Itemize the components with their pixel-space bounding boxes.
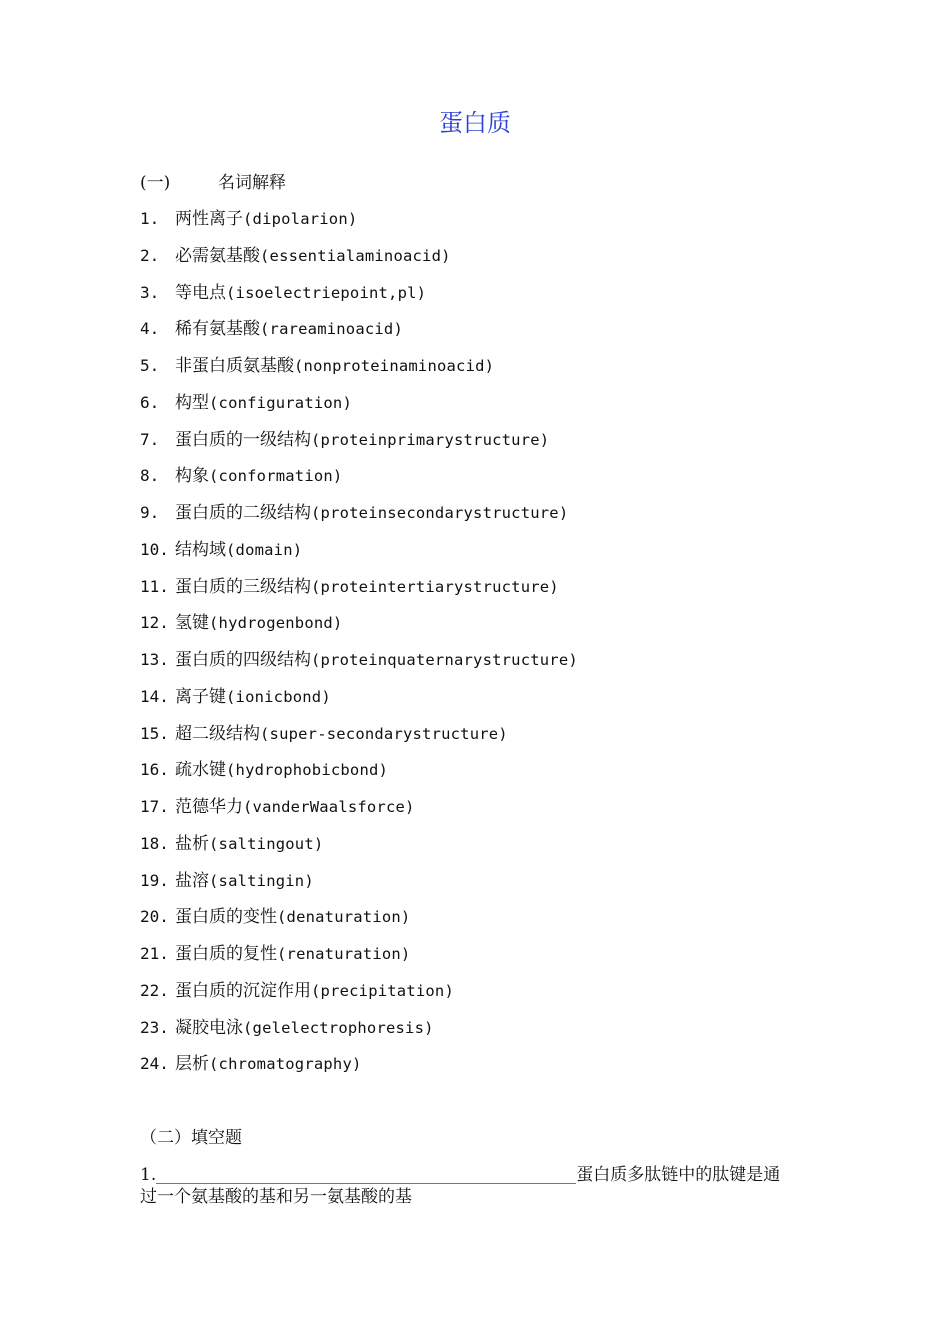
term-chinese: 离子键 (175, 686, 226, 707)
term-number: 17. (140, 797, 169, 816)
section-title: 名词解释 (218, 173, 286, 193)
term-chinese: 疏水键 (175, 760, 226, 781)
term-chinese: 蛋白质的复性 (175, 944, 277, 964)
term-english: (proteintertiarystructure) (311, 577, 559, 596)
term-number: 19. (140, 870, 169, 890)
term-english: (precipitation) (311, 981, 454, 1000)
term-english: (saltingin) (209, 871, 314, 890)
term-english: (domain) (226, 540, 303, 559)
term-item (140, 465, 578, 502)
term-chinese: 构象 (175, 466, 209, 487)
term-number: 16. (140, 760, 169, 780)
term-number: 13. (140, 650, 169, 669)
term-item (140, 723, 578, 760)
term-chinese: 非蛋白质氨基酸 (175, 356, 294, 376)
term-item (140, 208, 578, 245)
term-item (140, 870, 578, 907)
term-number: 22. (140, 980, 169, 1000)
term-number: 14. (140, 686, 169, 706)
term-chinese: 凝胶电泳 (175, 1017, 243, 1038)
question-text: 蛋白质多肽链中的肽键是通 (576, 1165, 781, 1185)
term-list (140, 208, 578, 1090)
term-english: (dipolarion) (243, 210, 358, 228)
term-chinese: 必需氨基酸 (175, 245, 260, 266)
term-english: (essentialaminoacid) (260, 246, 451, 265)
term-item (140, 686, 578, 723)
term-chinese: 构型 (175, 392, 209, 413)
term-number: 4. (140, 319, 160, 339)
term-english: (proteinsecondarystructure) (311, 504, 569, 522)
section-heading-fill-blank: （二）填空题 (140, 1128, 242, 1148)
term-item (140, 649, 578, 686)
term-english: (vanderWaalsforce) (243, 798, 415, 816)
section-heading-definitions (140, 172, 286, 194)
term-chinese: 氢键 (175, 613, 209, 634)
term-number: 6. (140, 392, 160, 412)
question-number: 1. (140, 1165, 157, 1185)
term-english: (proteinprimarystructure) (311, 430, 550, 449)
term-chinese: 蛋白质的一级结构 (175, 429, 311, 450)
term-english: (isoelectriepoint,pl) (226, 283, 427, 302)
term-number: 18. (140, 833, 169, 853)
term-chinese: 等电点 (175, 282, 226, 303)
answer-blank[interactable] (156, 1165, 576, 1184)
page-title: 蛋白质 (439, 109, 511, 137)
term-item (140, 318, 578, 355)
term-chinese: 蛋白质的变性 (175, 907, 277, 928)
term-item (140, 796, 578, 833)
term-item (140, 1053, 578, 1090)
term-item (140, 245, 578, 282)
term-number: 8. (140, 466, 160, 486)
term-number: 3. (140, 282, 160, 302)
term-english: (conformation) (209, 467, 343, 486)
term-item (140, 282, 578, 319)
term-english: (rareaminoacid) (260, 320, 403, 339)
term-number: 11. (140, 576, 169, 596)
term-item (140, 355, 578, 392)
term-item (140, 576, 578, 613)
term-number: 7. (140, 429, 160, 449)
term-chinese: 结构域 (175, 539, 226, 560)
term-item (140, 429, 578, 466)
term-number: 12. (140, 613, 169, 633)
term-item (140, 759, 578, 796)
term-number: 9. (140, 503, 160, 522)
term-item (140, 943, 578, 980)
term-item (140, 502, 578, 539)
question-1-line-1 (140, 1164, 820, 1186)
term-english: (ionicbond) (226, 687, 331, 706)
term-english: (nonproteinaminoacid) (294, 357, 495, 375)
term-item (140, 980, 578, 1017)
term-number: 10. (140, 539, 169, 559)
term-chinese: 层析 (175, 1054, 209, 1075)
term-item (140, 1017, 578, 1054)
term-number: 2. (140, 245, 160, 265)
term-chinese: 蛋白质的沉淀作用 (175, 980, 311, 1001)
section-number: (一) (140, 173, 171, 193)
term-item (140, 833, 578, 870)
term-chinese: 两性离子 (175, 209, 243, 229)
term-item (140, 906, 578, 943)
term-chinese: 蛋白质的二级结构 (175, 503, 311, 523)
term-chinese: 盐析 (175, 833, 209, 854)
term-number: 20. (140, 907, 169, 927)
term-item (140, 612, 578, 649)
term-english: (super-secondarystructure) (260, 724, 508, 743)
term-english: (hydrogenbond) (209, 614, 343, 633)
term-number: 24. (140, 1054, 169, 1074)
term-english: (denaturation) (277, 908, 411, 927)
term-chinese: 蛋白质的四级结构 (175, 650, 311, 670)
term-chinese: 范德华力 (175, 797, 243, 817)
term-number: 21. (140, 944, 169, 963)
term-english: (hydrophobicbond) (226, 761, 389, 780)
term-item (140, 539, 578, 576)
term-chinese: 超二级结构 (175, 723, 260, 744)
term-number: 5. (140, 356, 160, 375)
term-number: 23. (140, 1017, 169, 1037)
term-chinese: 稀有氨基酸 (175, 319, 260, 340)
term-english: (gelelectrophoresis) (243, 1018, 434, 1037)
term-english: (renaturation) (277, 945, 411, 963)
term-english: (chromatography) (209, 1055, 362, 1074)
term-item (140, 392, 578, 429)
question-1-line-2: 过一个氨基酸的基和另一氨基酸的基 (140, 1187, 412, 1207)
term-number: 15. (140, 723, 169, 743)
term-english: (proteinquaternarystructure) (311, 651, 578, 669)
term-english: (configuration) (209, 393, 352, 412)
term-chinese: 盐溶 (175, 870, 209, 891)
term-english: (saltingout) (209, 834, 324, 853)
term-number: 1. (140, 209, 160, 228)
term-chinese: 蛋白质的三级结构 (175, 576, 311, 597)
